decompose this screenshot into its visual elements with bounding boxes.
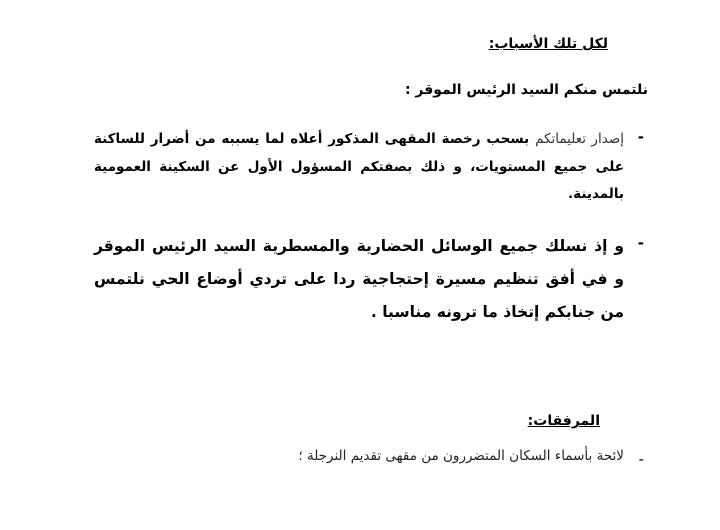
attachment-item: لائحة بأسماء السكان المتضررون من مقهى تقديم النرجلة ؛ <box>298 448 624 464</box>
attachment-marker: - <box>638 450 644 468</box>
reasons-heading: لكل تلك الأسباب: <box>488 36 608 52</box>
bullet-paragraph-protest: و إذ نسلك جميع الوسائل الحضارية والمسطرية السيد الرئيس الموقر و في أفق تنظيم مسيرة إحتجاجية ردا على تردي أوضاع الحي نلتمس من جنابكم إتخاذ ما ترونه مناسبا . <box>94 237 624 321</box>
bullet-paragraph-withdraw-license <box>94 126 624 209</box>
bullet-lead-text: إصدار تعليماتكم <box>535 131 624 147</box>
bullet-body-text: بسحب رخصة المقهى المذكور أعلاه لما يسببه من أضرار للساكنة على جميع المستويات، و ذلك بصفتكم المسؤول الأول عن السكينة العمومية بالمدينة. <box>94 131 624 202</box>
bullet-marker: - <box>637 234 644 252</box>
bullet-marker: - <box>637 128 644 146</box>
attachments-heading: المرفقات: <box>527 413 600 429</box>
request-line: نلتمس منكم السيد الرئيس الموقر : <box>404 82 648 98</box>
